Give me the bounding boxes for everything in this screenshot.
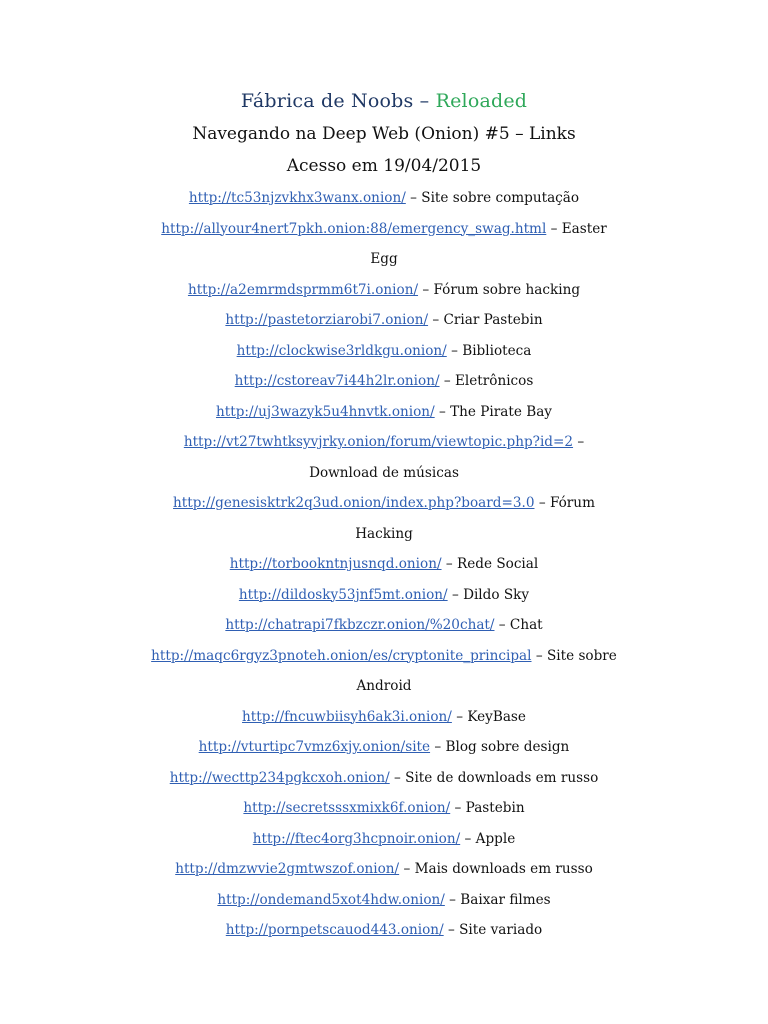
link-entry — [150, 305, 618, 336]
onion-link[interactable]: http://vturtipc7vmz6xjy.onion/site — [198, 739, 431, 755]
onion-link[interactable]: http://clockwise3rldkgu.onion/ — [236, 342, 447, 359]
link-description: – Site variado — [443, 922, 543, 938]
link-description: – Rede Social — [441, 556, 539, 572]
title-main: Fábrica de Noobs – — [240, 90, 436, 112]
link-description: – Chat — [494, 617, 543, 633]
link-description: – Apple — [460, 830, 516, 847]
onion-link[interactable]: http://chatrapi7fkbzczr.onion/%20chat/ — [225, 617, 495, 633]
onion-link[interactable]: http://uj3wazyk5u4hnvtk.onion/ — [216, 403, 435, 420]
link-description: – Site sobre Android — [356, 647, 617, 694]
link-entry — [150, 183, 618, 214]
link-description: – Fórum sobre hacking — [418, 281, 581, 298]
link-description: – Dildo Sky — [447, 586, 530, 603]
onion-link[interactable]: http://dildosky53jnf5mt.onion/ — [238, 586, 448, 603]
onion-link[interactable]: http://maqc6rgyz3pnoteh.onion/es/cryptonite_principal — [151, 647, 532, 664]
link-entry — [150, 397, 618, 428]
link-description: – Pastebin — [450, 800, 525, 816]
link-entry — [150, 275, 618, 306]
link-description: – The Pirate Bay — [434, 403, 552, 420]
link-entry — [150, 488, 618, 549]
onion-link[interactable]: http://wecttp234pgkcxoh.onion/ — [169, 769, 390, 786]
onion-link[interactable]: http://cstoreav7i44h2lr.onion/ — [234, 373, 440, 389]
link-entry — [150, 427, 618, 488]
link-description: – Eletrônicos — [439, 373, 534, 389]
link-description: – Blog sobre design — [430, 739, 570, 755]
link-description: – Site de downloads em russo — [389, 769, 599, 786]
link-entry — [150, 854, 618, 885]
onion-link[interactable]: http://secretsssxmixk6f.onion/ — [243, 800, 451, 816]
link-entry — [150, 702, 618, 733]
onion-link[interactable]: http://ftec4org3hcpnoir.onion/ — [252, 830, 461, 847]
link-entry — [150, 366, 618, 397]
link-entry — [150, 763, 618, 794]
link-list — [150, 183, 618, 946]
link-description: – Download de músicas — [309, 434, 585, 481]
access-date: Acesso em 19/04/2015 — [286, 156, 482, 176]
link-description: – Mais downloads em russo — [399, 861, 593, 877]
link-entry — [150, 214, 618, 275]
link-entry — [150, 336, 618, 367]
onion-link[interactable]: http://allyour4nert7pkh.onion:88/emergency_swag.html — [161, 220, 547, 237]
link-entry — [150, 915, 618, 946]
onion-link[interactable]: http://vt27twhtksyvjrky.onion/forum/viewtopic.php?id=2 — [183, 434, 574, 450]
link-description: – Fórum Hacking — [355, 495, 595, 542]
onion-link[interactable]: http://a2emrmdsprmm6t7i.onion/ — [187, 281, 419, 298]
link-entry — [150, 793, 618, 824]
link-description: – Easter Egg — [370, 220, 607, 267]
onion-link[interactable]: http://ondemand5xot4hdw.onion/ — [217, 891, 445, 908]
onion-link[interactable]: http://torbookntnjusnqd.onion/ — [229, 556, 442, 572]
link-entry — [150, 610, 618, 641]
link-entry — [150, 641, 618, 702]
link-description: – KeyBase — [451, 708, 526, 725]
link-entry — [150, 732, 618, 763]
link-description: – Site sobre computação — [405, 190, 580, 206]
link-entry — [150, 824, 618, 855]
onion-link[interactable]: http://tc53njzvkhx3wanx.onion/ — [188, 190, 406, 206]
page-subtitle: Navegando na Deep Web (Onion) #5 – Links — [192, 124, 576, 144]
page-title — [0, 88, 768, 114]
onion-link[interactable]: http://pastetorziarobi7.onion/ — [225, 312, 429, 328]
link-description: – Criar Pastebin — [428, 312, 543, 328]
link-entry — [150, 885, 618, 916]
onion-link[interactable]: http://genesisktrk2q3ud.onion/index.php?board=3.0 — [173, 495, 535, 511]
title-reloaded: Reloaded — [435, 90, 528, 112]
link-entry — [150, 580, 618, 611]
link-description: – Biblioteca — [446, 342, 532, 359]
onion-link[interactable]: http://dmzwvie2gmtwszof.onion/ — [175, 861, 400, 877]
onion-link[interactable]: http://pornpetscauod443.onion/ — [225, 922, 444, 938]
link-description: – Baixar filmes — [444, 891, 551, 908]
link-entry — [150, 549, 618, 580]
onion-link[interactable]: http://fncuwbiisyh6ak3i.onion/ — [242, 708, 452, 725]
